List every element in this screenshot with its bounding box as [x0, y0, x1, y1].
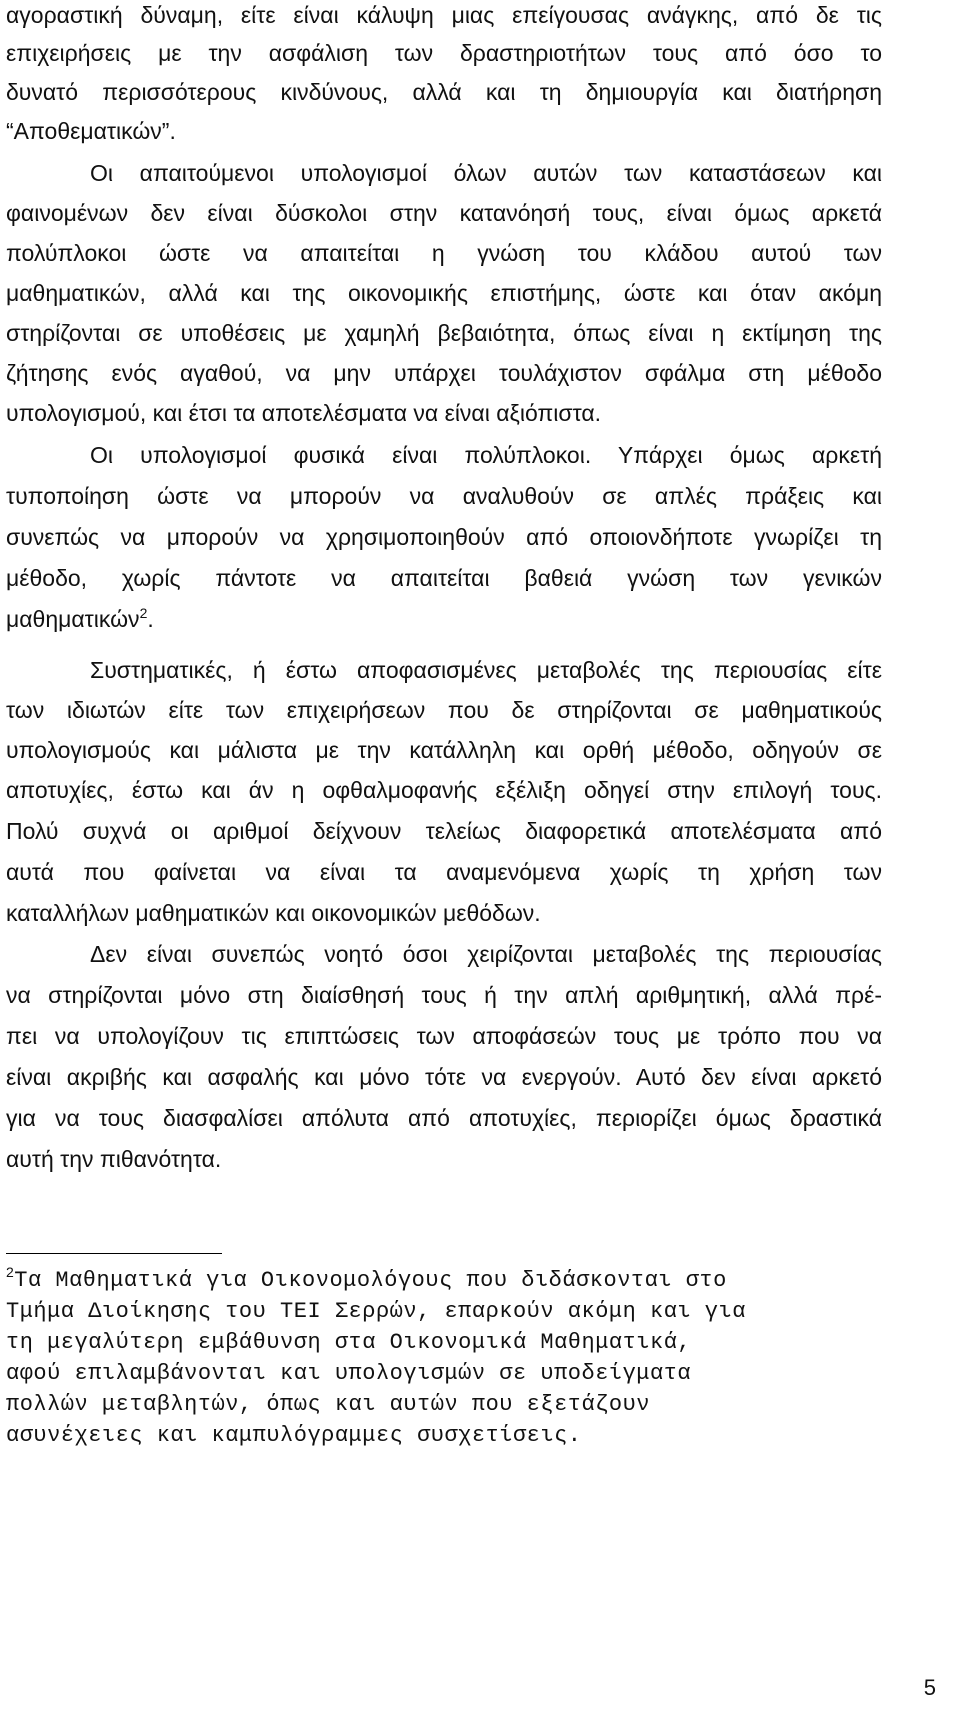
body-line: Πολύ συχνά οι αριθμοί δείχνουν τελείως διαφορετικά αποτελέσματα από: [6, 818, 882, 844]
body-line: καταλλήλων μαθηματικών και οικονομικών μεθόδων.: [6, 900, 541, 926]
body-line: υπολογισμούς και μάλιστα με την κατάλληλη και ορθή μέθοδο, οδηγούν σε: [6, 737, 882, 763]
body-line: μέθοδο, χωρίς πάντοτε να απαιτείται βαθειά γνώση των γενικών: [6, 565, 882, 591]
body-line: αγοραστική δύναμη, είτε είναι κάλυψη μιας επείγουσας ανάγκης, από δε τις: [6, 2, 882, 28]
footnote-marker: 2: [6, 1264, 15, 1280]
body-line: αυτά που φαίνεται να είναι τα αναμενόμενα χωρίς τη χρήση των: [6, 859, 882, 885]
paragraph-start-line: Οι απαιτούμενοι υπολογισμοί όλων αυτών των καταστάσεων και: [90, 160, 882, 186]
paragraph-start-line: Οι υπολογισμοί φυσικά είναι πολύπλοκοι. Υπάρχει όμως αρκετή: [90, 442, 882, 468]
body-line: είναι ακριβής και ασφαλής και μόνο τότε να ενεργούν. Αυτό δεν είναι αρκετό: [6, 1064, 882, 1090]
paragraph-start-line: Δεν είναι συνεπώς νοητό όσοι χειρίζονται μεταβολές της περιουσίας: [90, 941, 882, 967]
paragraph-start-line: Συστηματικές, ή έστω αποφασισμένες μεταβολές της περιουσίας είτε: [90, 657, 882, 683]
body-line: πολύπλοκοι ώστε να απαιτείται η γνώση του κλάδου αυτού των: [6, 240, 882, 266]
footnote-line: [6, 1264, 906, 1295]
body-line: συνεπώς να μπορούν να χρησιμοποιηθούν από οποιονδήποτε γνωρίζει τη: [6, 524, 882, 550]
footnote-line: πολλών μεταβλητών, όπως και αυτών που εξετάζουν: [6, 1392, 651, 1417]
footnote-text: Τα Μαθηματικά για Οικονομολόγους που διδάσκονται στο: [14, 1268, 727, 1293]
body-line: δυνατό περισσότερους κινδύνους, αλλά και τη δημιουργία και διατήρηση: [6, 79, 882, 105]
body-line: στηρίζονται σε υποθέσεις με χαμηλή βεβαιότητα, όπως είναι η εκτίμηση της: [6, 320, 882, 346]
body-line: πει να υπολογίζουν τις επιπτώσεις των αποφάσεών τους με τρόπο που να: [6, 1023, 882, 1049]
body-line: “Αποθεματικών”.: [6, 118, 176, 144]
footnote-line: αφού επιλαμβάνονται και υπολογισμών σε υποδείγματα: [6, 1361, 692, 1386]
body-line: αυτή την πιθανότητα.: [6, 1146, 222, 1172]
body-line: τυποποίηση ώστε να μπορούν να αναλυθούν σε απλές πράξεις και: [6, 483, 882, 509]
body-line-with-footnote-ref: [6, 604, 882, 634]
footnote-line: Τμήμα Διοίκησης του ΤΕΙ Σερρών, επαρκούν ακόμη και για: [6, 1299, 746, 1324]
body-line: επιχειρήσεις με την ασφάλιση των δραστηριοτήτων τους από όσο το: [6, 40, 882, 66]
body-line: μαθηματικών, αλλά και της οικονομικής επιστήμης, ώστε και όταν ακόμη: [6, 280, 882, 306]
body-line: φαινομένων δεν είναι δύσκολοι στην κατανόησή τους, είναι όμως αρκετά: [6, 200, 882, 226]
footnote-separator: [6, 1253, 222, 1254]
footnote-line: ασυνέχειες και καμπυλόγραμμες συσχετίσεις.: [6, 1423, 582, 1448]
body-line: ζήτησης ενός αγαθού, να μην υπάρχει τουλάχιστον σφάλμα στη μέθοδο: [6, 360, 882, 386]
body-line: των ιδιωτών είτε των επιχειρήσεων που δε στηρίζονται σε μαθηματικούς: [6, 697, 882, 723]
body-line: υπολογισμού, και έτσι τα αποτελέσματα να είναι αξιόπιστα.: [6, 400, 602, 426]
body-line: να στηρίζονται μόνο στη διαίσθησή τους ή την απλή αριθμητική, αλλά πρέ-: [6, 982, 882, 1008]
sentence-period: .: [147, 606, 154, 632]
body-line: για να τους διασφαλίσει απόλυτα από αποτυχίες, περιορίζει όμως δραστικά: [6, 1105, 882, 1131]
body-line: αποτυχίες, έστω και άν η οφθαλμοφανής εξέλιξη οδηγεί στην επιλογή τους.: [6, 777, 882, 803]
body-line-text: μαθηματικών: [6, 606, 140, 632]
page-number: 5: [923, 1675, 936, 1700]
footnote-reference: 2: [139, 605, 148, 621]
footnote-line: τη μεγαλύτερη εμβάθυνση στα Οικονομικά Μαθηματικά,: [6, 1330, 692, 1355]
